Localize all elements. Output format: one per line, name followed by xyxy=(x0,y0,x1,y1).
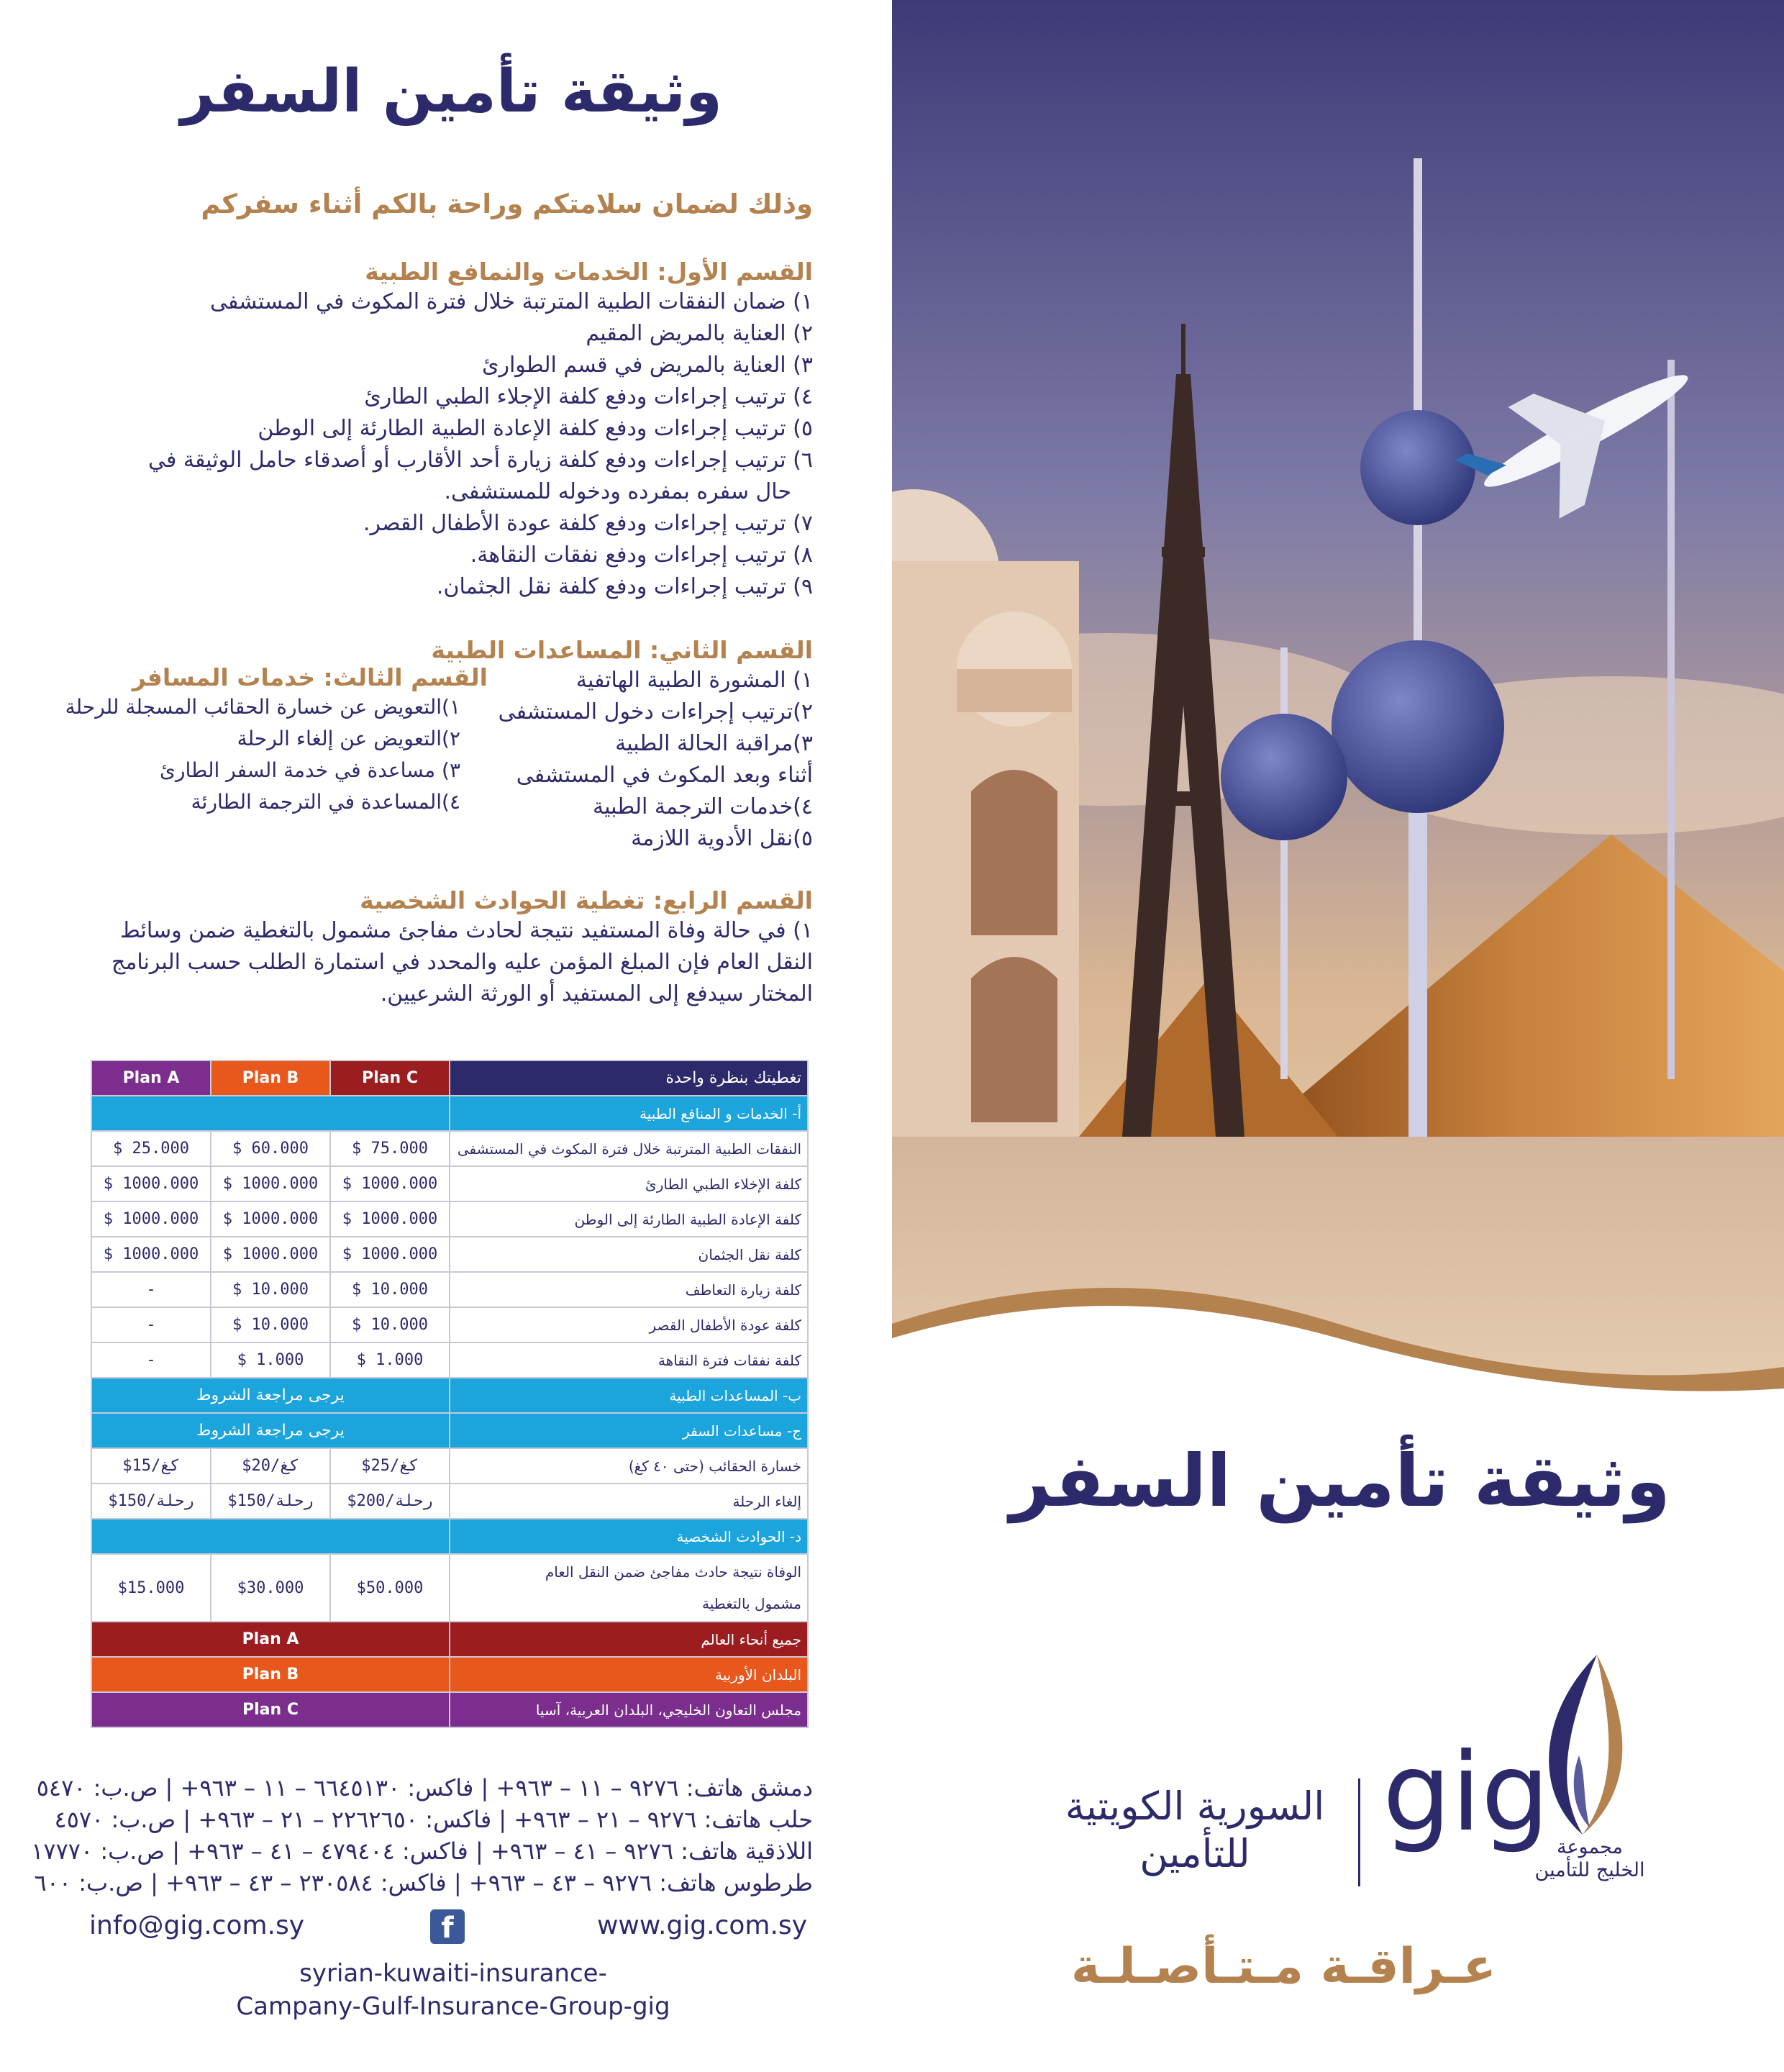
contact-tartus: طرطوس هاتف: ٩٢٧٦ – ٤٣ – ٩٦٣+ | فاكس: ٢٣٠٥٨٤ – ٤٣ – ٩٦٣+ | ص.ب: ٦٠٠ xyxy=(34,1869,813,1896)
table-row xyxy=(91,1342,808,1378)
plan-a-value: $15/كغ xyxy=(91,1448,211,1483)
section1-heading: القسم الأول: الخدمات والنمافع الطبية xyxy=(365,258,813,286)
table-row xyxy=(91,1237,808,1272)
plan-b-value: $30.000 xyxy=(211,1554,330,1622)
plan-a-value: - xyxy=(91,1342,211,1378)
facebook-icon[interactable]: f xyxy=(430,1909,465,1944)
right-title: وثيقة تأمين السفر xyxy=(1009,1439,1670,1523)
table-row xyxy=(91,1201,808,1237)
section1-item: ٨) ترتيب إجراءات ودفع نفقات النقاهة. xyxy=(470,542,813,568)
region-plan: Plan A xyxy=(91,1622,450,1657)
plan-c-value: $ 1.000 xyxy=(330,1342,450,1378)
section-d-label: د- الحوادث الشخصية xyxy=(450,1519,808,1554)
table-row xyxy=(91,1483,808,1519)
section4-item: المختار سيدفع إلى المستفيد أو الورثة الشرعيين. xyxy=(380,981,813,1007)
slogan: عـراقـة مـتـأصـلـة xyxy=(1070,1938,1496,1995)
table-row xyxy=(91,1131,808,1166)
section1-item: ٧) ترتيب إجراءات ودفع كلفة عودة الأطفال القصر. xyxy=(363,511,813,536)
section4-item: ١) في حالة وفاة المستفيد نتيجة لحادث مفاجئ مشمول بالتغطية ضمن وسائط xyxy=(120,918,813,943)
section-b-label: ب- المساعدات الطبية xyxy=(450,1378,808,1413)
section1-item: ٢) العناية بالمريض المقيم xyxy=(586,321,813,346)
plan-a-header: Plan A xyxy=(91,1060,211,1096)
section1-item: ٤) ترتيب إجراءات ودفع كلفة الإجلاء الطبي الطارئ xyxy=(364,384,813,409)
table-row xyxy=(91,1448,808,1483)
section1-item: ٣) العناية بالمريض في قسم الطوارئ xyxy=(481,353,813,378)
section1-item: ٦) ترتيب إجراءات ودفع كلفة زيارة أحد الأقارب أو أصدقاء حامل الوثيقة في xyxy=(148,447,813,473)
section4-heading: القسم الرابع: تغطية الحوادث الشخصية xyxy=(360,886,813,914)
row-label: خسارة الحقائب (حتى ٤٠ كغ) xyxy=(450,1448,808,1483)
row-label: كلفة الإعادة الطبية الطارئة إلى الوطن xyxy=(450,1201,808,1237)
tagline: وذلك لضمان سلامتكم وراحة بالكم أثناء سفركم xyxy=(201,188,813,219)
row-label xyxy=(450,1554,808,1622)
section3-item: ٢)التعويض عن إلغاء الرحلة xyxy=(237,727,460,750)
plan-c-header: Plan C xyxy=(330,1060,450,1096)
section1-item: حال سفره بمفرده ودخوله للمستشفى. xyxy=(444,479,791,504)
contact-latakia: اللاذقية هاتف: ٩٢٧٦ – ٤١ – ٩٦٣+ | فاكس: ٤٧٩٤٠٤ – ٤١ – ٩٦٣+ | ص.ب: ١٧٧٧٠ xyxy=(31,1837,813,1865)
row-label: كلفة زيارة التعاطف xyxy=(450,1272,808,1307)
plan-c-value: $ 10.000 xyxy=(330,1307,450,1342)
row-label: إلغاء الرحلة xyxy=(450,1483,808,1519)
section-d-row xyxy=(91,1519,808,1554)
section-b-row xyxy=(91,1378,808,1413)
section3-heading: القسم الثالث: خدمات المسافر xyxy=(132,663,488,691)
section-c-note: يرجى مراجعة الشروط xyxy=(91,1413,450,1448)
section-c-row xyxy=(91,1413,808,1448)
gig-logo-text: gig xyxy=(1383,1730,1550,1855)
section2-item: ٢)ترتيب إجراءات دخول المستشفى xyxy=(498,699,813,724)
plan-a-value: $ 1000.000 xyxy=(91,1166,211,1201)
plan-b-value: $20/كغ xyxy=(211,1448,330,1483)
row-label: كلفة نقل الجثمان xyxy=(450,1237,808,1272)
section4-item: النقل العام فإن المبلغ المؤمن عليه والمحدد في استمارة الطلب حسب البرنامج xyxy=(111,950,813,975)
plan-c-value: $ 1000.000 xyxy=(330,1237,450,1272)
plan-a-value: $15.000 xyxy=(91,1554,211,1622)
plan-c-value: $ 10.000 xyxy=(330,1272,450,1307)
company-name xyxy=(1047,1783,1342,1878)
section-b-note: يرجى مراجعة الشروط xyxy=(91,1378,450,1413)
section3-item: ٤)المساعدة في الترجمة الطارئة xyxy=(191,790,460,814)
contact-aleppo: حلب هاتف: ٩٢٧٦ – ٢١ – ٩٦٣+ | فاكس: ٢٢٦٢٦٥٠ – ٢١ – ٩٦٣+ | ص.ب: ٤٥٧٠ xyxy=(54,1806,813,1833)
region-label: مجلس التعاون الخليجي، البلدان العربية، آسيا xyxy=(450,1692,808,1727)
section2-item: ٣)مراقبة الحالة الطبية xyxy=(615,731,813,756)
region-label: جميع أنحاء العالم xyxy=(450,1622,808,1657)
section2-item: أثناء وبعد المكوث في المستشفى xyxy=(516,763,813,788)
plan-b-value: $ 1000.000 xyxy=(211,1237,330,1272)
section1-item: ١) ضمان النفقات الطبية المترتبة خلال فترة المكوث في المستشفى xyxy=(209,289,813,314)
coverage-table xyxy=(91,1060,809,1728)
company-name-line: للتأمين xyxy=(1139,1831,1250,1876)
plan-c-value: $25/كغ xyxy=(330,1448,450,1483)
plan-a-value: $ 1000.000 xyxy=(91,1237,211,1272)
row-label: كلفة الإخلاء الطبي الطارئ xyxy=(450,1166,808,1201)
plan-b-value: $ 1.000 xyxy=(211,1342,330,1378)
row-label: كلفة نفقات فترة النقاهة xyxy=(450,1342,808,1378)
section3-item: ١)التعويض عن خسارة الحقائب المسجلة للرحلة xyxy=(65,695,460,719)
plan-a-value: $150/رحلة xyxy=(91,1483,211,1519)
table-header-row xyxy=(91,1060,808,1096)
right-panel xyxy=(892,0,1784,2072)
section2-item: ١) المشورة الطبية الهاتفية xyxy=(575,668,813,693)
facebook-page-line: Campany-Gulf-Insurance-Group-gig xyxy=(236,1992,670,2021)
plan-c-value: $50.000 xyxy=(330,1554,450,1622)
table-row xyxy=(91,1166,808,1201)
plan-b-value: $ 60.000 xyxy=(211,1131,330,1166)
plan-a-value: $ 1000.000 xyxy=(91,1201,211,1237)
plan-b-value: $150/رحلة xyxy=(211,1483,330,1519)
group-name-line: الخليج للتأمين xyxy=(1534,1859,1645,1881)
region-row-a xyxy=(91,1622,808,1657)
email-link[interactable]: info@gig.com.sy xyxy=(89,1911,305,1940)
logo-divider xyxy=(1358,1778,1360,1886)
region-row-c xyxy=(91,1692,808,1727)
region-plan: Plan B xyxy=(91,1657,450,1692)
website-link[interactable]: www.gig.com.sy xyxy=(596,1911,807,1940)
plan-b-value: $ 1000.000 xyxy=(211,1166,330,1201)
table-title-cell: تغطيتك بنظرة واحدة xyxy=(450,1060,808,1096)
table-row xyxy=(91,1272,808,1307)
row-label-line: الوفاة نتيجة حادث مفاجئ ضمن النقل العام xyxy=(545,1563,801,1581)
cover-illustration xyxy=(892,0,1784,1410)
region-label: البلدان الأوربية xyxy=(450,1657,808,1692)
plan-c-value: $ 1000.000 xyxy=(330,1201,450,1237)
plan-c-value: $ 75.000 xyxy=(330,1131,450,1166)
left-title: وثيقة تأمين السفر xyxy=(180,58,722,126)
taj-mahal xyxy=(892,489,1079,1209)
section-a-row xyxy=(91,1096,808,1131)
plan-c-value: $200/رحلة xyxy=(330,1483,450,1519)
region-plan: Plan C xyxy=(91,1692,450,1727)
section2-item: ٥)نقل الأدوية اللازمة xyxy=(631,826,813,851)
group-name-line: مجموعة xyxy=(1556,1836,1624,1858)
table-row xyxy=(91,1307,808,1342)
plan-b-header: Plan B xyxy=(211,1060,330,1096)
section-a-label: أ- الخدمات و المنافع الطبية xyxy=(450,1096,808,1131)
blank-cell xyxy=(91,1519,450,1554)
plan-c-value: $ 1000.000 xyxy=(330,1166,450,1201)
plan-b-value: $ 10.000 xyxy=(211,1272,330,1307)
plan-a-value: - xyxy=(91,1307,211,1342)
section1-item: ٥) ترتيب إجراءات ودفع كلفة الإعادة الطبية الطارئة إلى الوطن xyxy=(258,416,813,441)
row-label: كلفة عودة الأطفال القصر xyxy=(450,1307,808,1342)
section-c-label: ج- مساعدات السفر xyxy=(450,1413,808,1448)
company-name-line: السورية الكويتية xyxy=(1065,1784,1325,1829)
facebook-page-name[interactable] xyxy=(216,1957,691,2023)
row-label: النفقات الطبية المترتبة خلال فترة المكوث في المستشفى xyxy=(450,1131,808,1166)
section1-item: ٩) ترتيب إجراءات ودفع كلفة نقل الجثمان. xyxy=(436,574,813,599)
plan-a-value: $ 25.000 xyxy=(91,1131,211,1166)
section3-item: ٣) مساعدة في خدمة السفر الطارئ xyxy=(160,758,460,782)
plan-b-value: $ 10.000 xyxy=(211,1307,330,1342)
section2-item: ٤)خدمات الترجمة الطبية xyxy=(593,794,813,819)
row-label-line: مشمول بالتغطية xyxy=(702,1595,801,1612)
section2-heading: القسم الثاني: المساعدات الطبية xyxy=(431,636,813,664)
facebook-page-line: syrian-kuwaiti-insurance- xyxy=(299,1959,607,1988)
plan-b-value: $ 1000.000 xyxy=(211,1201,330,1237)
table-row xyxy=(91,1554,808,1622)
contact-damascus: دمشق هاتف: ٩٢٧٦ – ١١ – ٩٦٣+ | فاكس: ٦٦٤٥١٣٠ – ١١ – ٩٦٣+ | ص.ب: ٥٤٧٠ xyxy=(36,1774,813,1801)
region-row-b xyxy=(91,1657,808,1692)
blank-cell xyxy=(91,1096,450,1131)
plan-a-value: - xyxy=(91,1272,211,1307)
